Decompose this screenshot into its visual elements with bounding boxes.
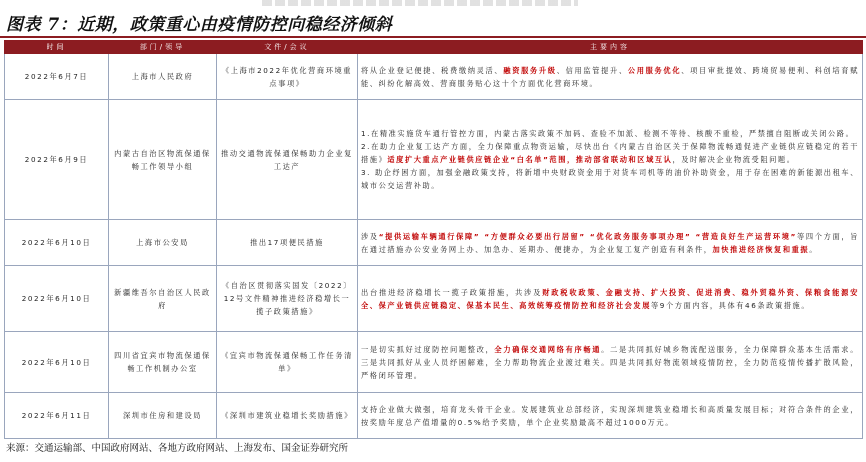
highlight-text: 公用服务优化 bbox=[627, 65, 682, 75]
highlight-text: 适度扩大重点产业链供应链企业“白名单”范围，推动部省联动和区域互认 bbox=[387, 155, 673, 164]
content-text: 涉及 bbox=[361, 231, 379, 241]
content-text: 等四个方面，旨在通过措施办公安业务网上办、加急办、延期办、便捷办，为企业复工复产创造有利条件， bbox=[361, 231, 860, 254]
cell-content bbox=[358, 220, 863, 266]
cell-content bbox=[358, 54, 863, 100]
content-text: 2.在助力企业复工达产方面，全力保障重点物资运输，尽快出台《内蒙古自治区关于保障物流畅通促进产业链供应链稳定的若干措施》 bbox=[361, 142, 859, 164]
header-doc: 文件/会议 bbox=[217, 41, 358, 54]
header-dept: 部门/领导 bbox=[109, 41, 217, 54]
content-text: 1.在精准实施货车通行管控方面，内蒙古落实政策不加码、查验不加派、检测不等待、核酸不重检，严禁擅自阻断或关闭公路。 bbox=[361, 129, 855, 138]
cell-dept: 上海市公安局 bbox=[109, 220, 217, 266]
cell-content bbox=[358, 100, 863, 220]
table-row bbox=[5, 393, 863, 439]
table-header-row bbox=[5, 41, 863, 54]
content-text: 。二是共同抓好城乡物流配送服务，全力保障群众基本生活需求。三是共同抓好从业人员纾困解难，全力帮助物流企业渡过难关。四是共同抓好物流领域疫情防控，全力防范疫情传播扩散风险，严格闭环管理。 bbox=[361, 344, 859, 380]
cell-date: 2022年6月7日 bbox=[5, 54, 109, 100]
cell-date: 2022年6月10日 bbox=[5, 266, 109, 332]
table-row bbox=[5, 332, 863, 393]
cell-content bbox=[358, 332, 863, 393]
cell-date: 2022年6月9日 bbox=[5, 100, 109, 220]
content-text: 一是切实抓好过度防控问题整改， bbox=[361, 344, 495, 354]
figure-title: 图表 7：近期，政策重心由疫情防控向稳经济倾斜 bbox=[6, 15, 393, 35]
highlight-text: 融资服务升级 bbox=[503, 65, 557, 75]
cell-dept: 内蒙古自治区物流保通保畅工作领导小组 bbox=[109, 100, 217, 220]
header-content: 主要内容 bbox=[358, 41, 863, 54]
table-row bbox=[5, 220, 863, 266]
highlight-text: 财政税收政策、金融支持、扩大投资、促进消费、稳外贸稳外资、保粮食能源安全、保产业链供应链稳定、保基本民生、高效统筹疫情防控和经济社会发展 bbox=[361, 287, 859, 310]
content-text: 。 bbox=[809, 244, 818, 254]
table-row bbox=[5, 100, 863, 220]
table-row bbox=[5, 266, 863, 332]
content-text: 3. 助企纾困方面，加强金融政策支持，将新增中央财政资金用于对货车司机等的油价补助资金，用于存在困难的新能源出租车、城市公交运营补助。 bbox=[361, 168, 859, 190]
content-text: ，及时解决企业物流受阻问题。 bbox=[672, 155, 796, 164]
title-rule bbox=[0, 36, 866, 38]
source-note: 来源：交通运输部、中国政府网站、各地方政府网站、上海发布、国金证券研究所 bbox=[6, 443, 349, 454]
content-text: 等9个方面内容，具体有46条政策措施。 bbox=[651, 300, 811, 310]
cell-doc: 推动交通物流保通保畅助力企业复工达产 bbox=[217, 100, 358, 220]
highlight-text: “提供运输车辆通行保障” “方便群众必要出行居留” “优化政务服务事项办理” “营造良好生产运营环境” bbox=[378, 231, 797, 241]
cell-doc: 《宜宾市物流保通保畅工作任务清单》 bbox=[217, 332, 358, 393]
content-text: 、信用监管提升、 bbox=[556, 65, 628, 75]
content-text: 出台推进经济稳增长一揽子政策措施，共涉及 bbox=[361, 287, 543, 297]
cell-content bbox=[358, 393, 863, 439]
cell-doc: 《自治区贯彻落实国发〔2022〕12号文件精神推进经济稳增长一揽子政策措施》 bbox=[217, 266, 358, 332]
cell-date: 2022年6月10日 bbox=[5, 220, 109, 266]
cell-content bbox=[358, 266, 863, 332]
content-text: 将从企业登记便捷、税费缴纳灵活、 bbox=[361, 65, 504, 75]
content-text: 、项目审批提效、跨境贸易便利、科创培育赋能、纠纷化解高效、营商服务贴心这十个方面优化营商环境。 bbox=[361, 65, 859, 88]
content-text: 支持企业做大做强，培育龙头骨干企业。发展建筑业总部经济，实现深圳建筑业稳增长和高质量发展目标；对符合条件的企业，按奖励年度总产值增量的0.5%给予奖励，单个企业奖励最高不超过1000万元。 bbox=[361, 404, 859, 427]
cell-dept: 上海市人民政府 bbox=[109, 54, 217, 100]
highlight-text: 全力确保交通网络有序畅通 bbox=[494, 344, 602, 354]
table-row bbox=[5, 54, 863, 100]
header-time: 时间 bbox=[5, 41, 109, 54]
cell-dept: 四川省宜宾市物流保通保畅工作机制办公室 bbox=[109, 332, 217, 393]
cell-dept: 新疆维吾尔自治区人民政府 bbox=[109, 266, 217, 332]
cropped-header-strip bbox=[0, 0, 866, 9]
highlight-text: 加快推进经济恢复和重振 bbox=[712, 244, 810, 254]
cell-date: 2022年6月10日 bbox=[5, 332, 109, 393]
cell-doc: 推出17项便民措施 bbox=[217, 220, 358, 266]
cropped-header-text bbox=[262, 0, 578, 6]
cell-date: 2022年6月11日 bbox=[5, 393, 109, 439]
cell-doc: 《深圳市建筑业稳增长奖励措施》 bbox=[217, 393, 358, 439]
policy-table bbox=[4, 40, 863, 439]
cell-dept: 深圳市住房和建设局 bbox=[109, 393, 217, 439]
cell-doc: 《上海市2022年优化营商环境重点事项》 bbox=[217, 54, 358, 100]
